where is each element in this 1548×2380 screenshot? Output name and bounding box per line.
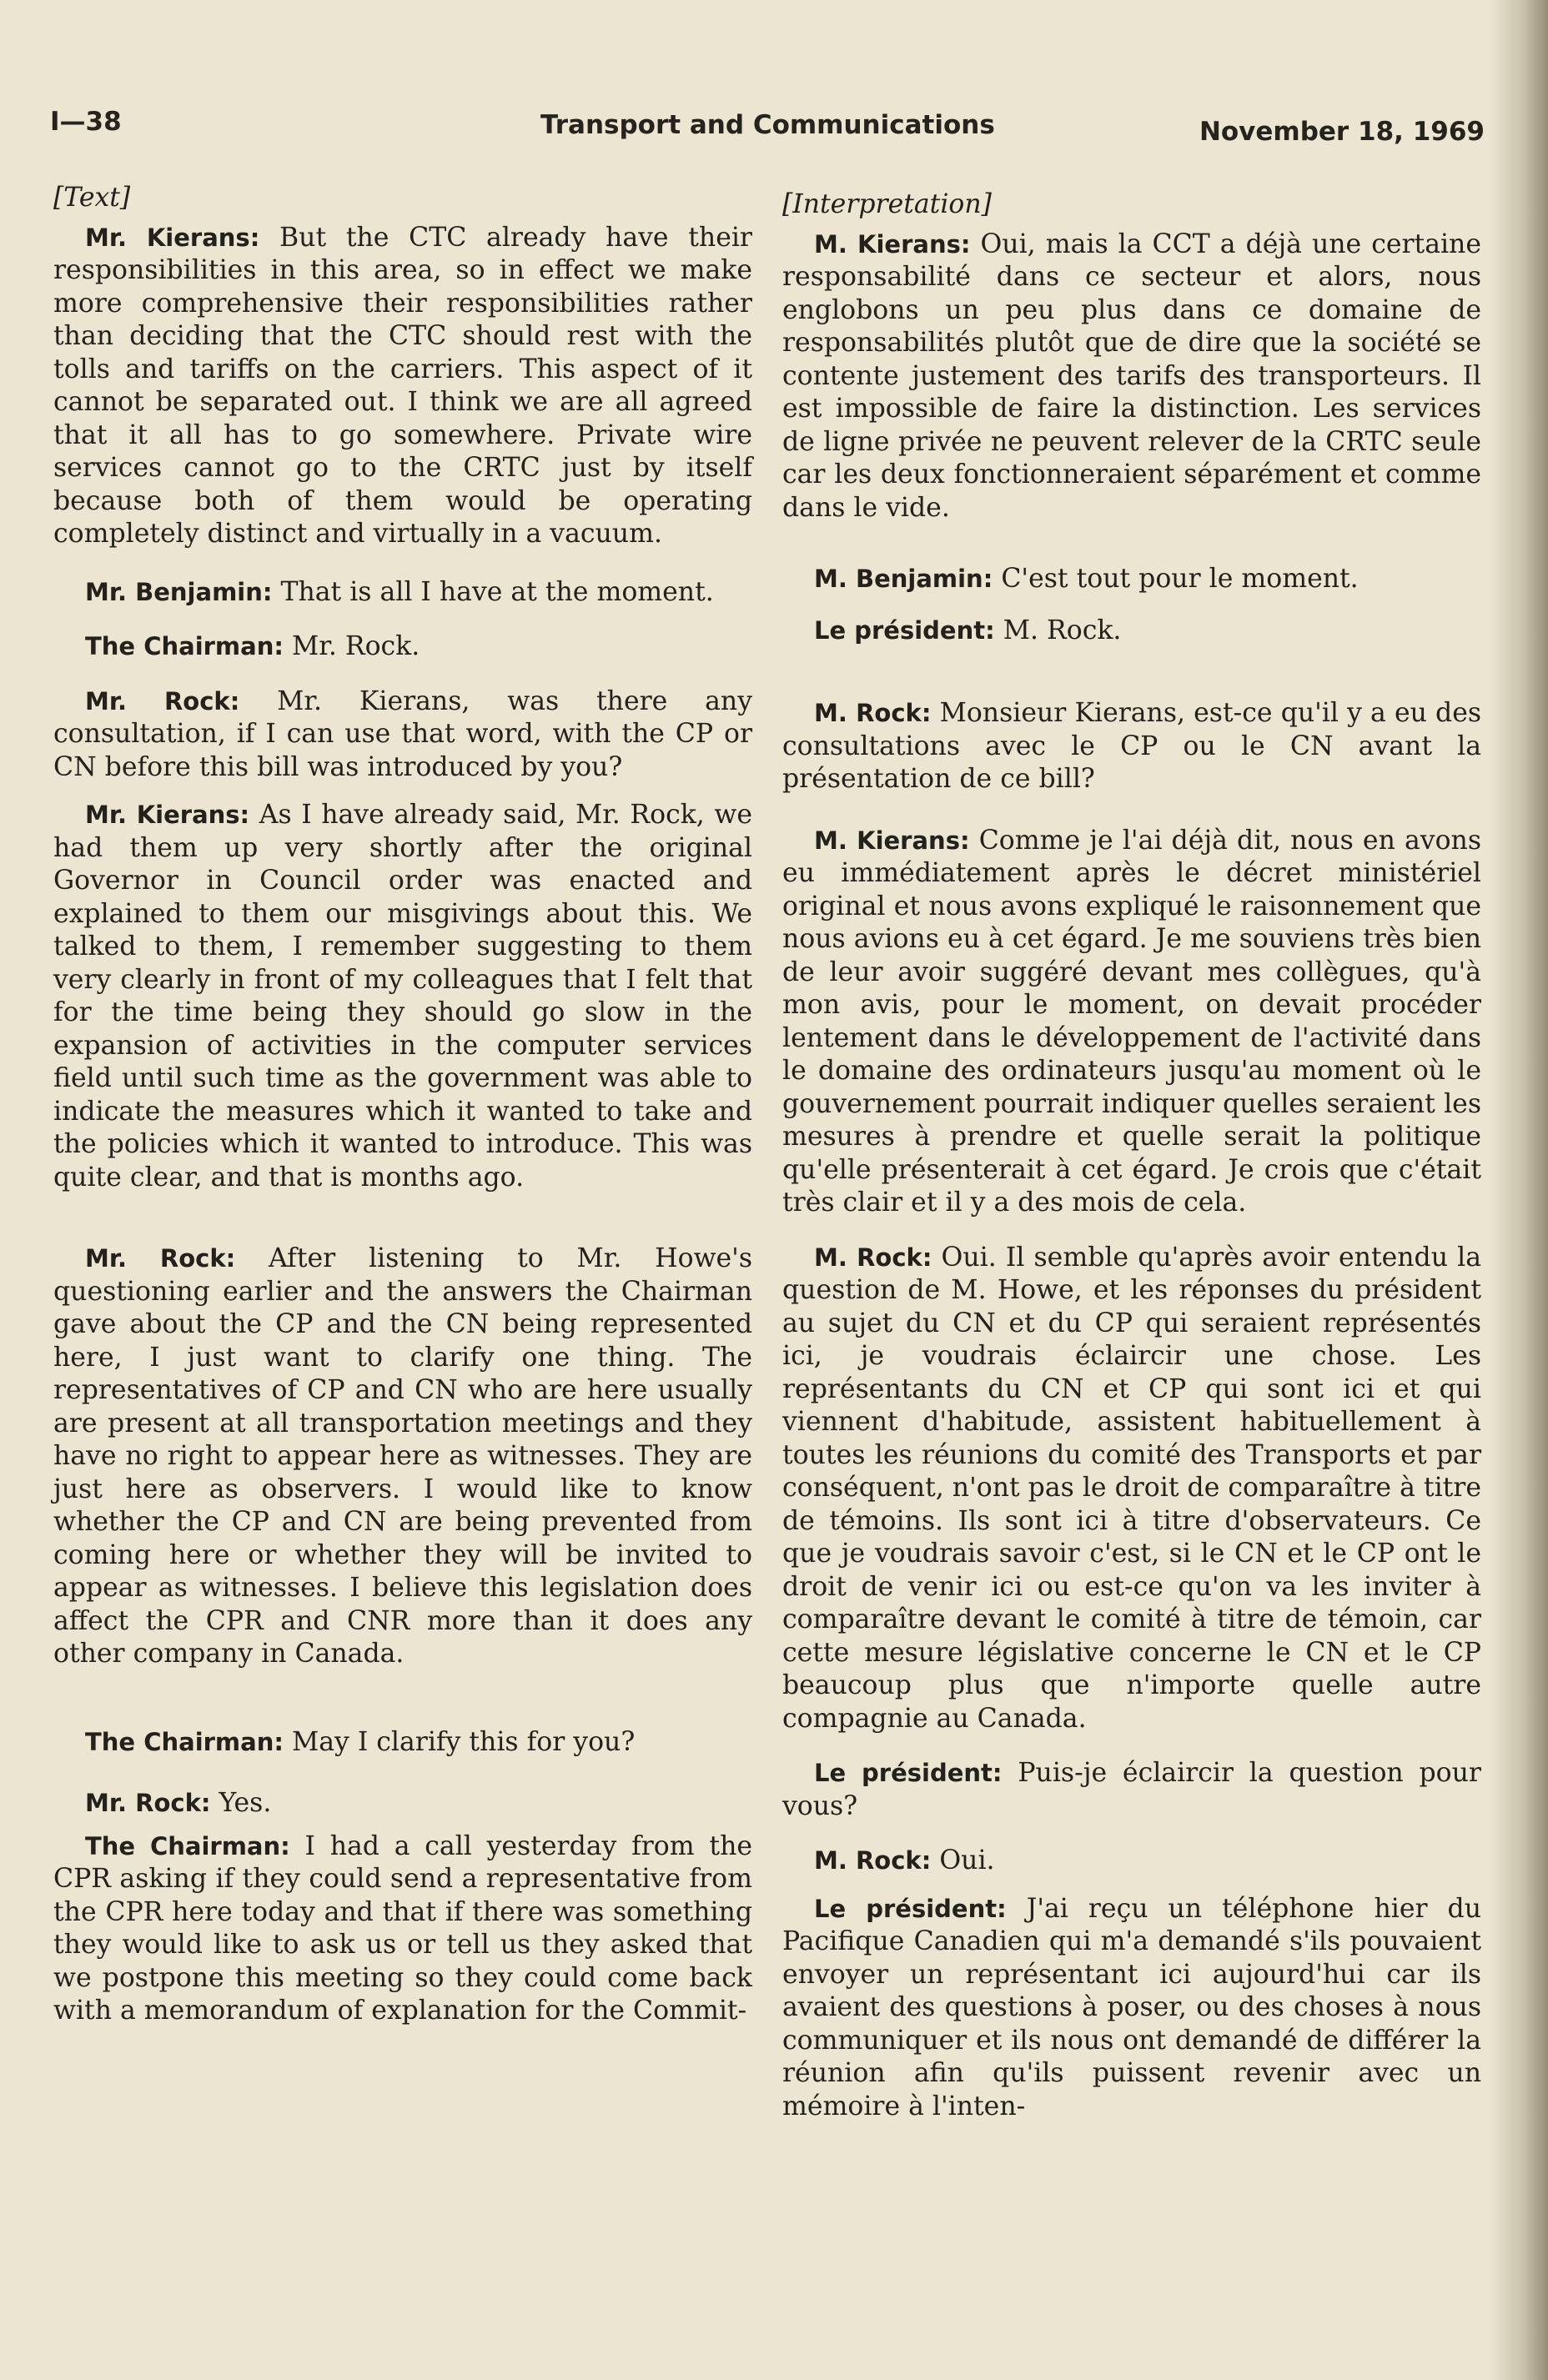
statement (53, 576, 752, 610)
statement (782, 615, 1481, 648)
speaker-name: Mr. Kierans: (85, 801, 250, 829)
statement-text: That is all I have at the moment. (280, 576, 714, 607)
speaker-name: M. Rock: (814, 1243, 932, 1272)
statement-text: Oui. (939, 1845, 995, 1875)
statement-text: Puis-je éclaircir la question pour vous? (782, 1758, 1481, 1821)
speaker-name: Mr. Benjamin: (85, 577, 273, 606)
statement-text: Monsieur Kierans, est-ce qu'il y a eu des consultations avec le CP ou le CN avant la présentation de ce bill? (782, 698, 1481, 794)
statement-text: Mr. Kierans, was there any consultation, if I can use that word, with the CP or CN before this bill was introduced by you? (53, 685, 752, 782)
statement (53, 799, 752, 1194)
speaker-name: Mr. Rock: (85, 1789, 211, 1817)
speaker-name: Mr. Kierans: (85, 223, 260, 252)
statement (53, 1243, 752, 1671)
statement-text: May I clarify this for you? (291, 1726, 636, 1757)
statement-text: C'est tout pour le moment. (1001, 564, 1359, 594)
speaker-name: M. Kierans: (814, 826, 970, 855)
speaker-name: M. Kierans: (814, 229, 971, 259)
speaker-name: M. Rock: (814, 699, 932, 727)
speaker-name: The Chairman: (85, 632, 284, 660)
page-header (50, 107, 1485, 157)
speaker-name: M. Rock: (814, 1846, 932, 1875)
speaker-name: Le président: (814, 615, 995, 645)
speaker-name: The Chairman: (85, 1831, 290, 1860)
statement-text: M. Rock. (1003, 615, 1122, 645)
text-marker: [Text] (53, 183, 131, 213)
statement (782, 1845, 1481, 1878)
statement (53, 1726, 752, 1760)
french-column (782, 182, 1481, 2123)
statement (782, 825, 1481, 1220)
statement-text: Comme je l'ai déjà dit, nous en avons eu immédiatement après le décret ministériel original et nous avons expliqué le raisonnement que nous avions eu à cet égard. Je me souviens très bien de leur avoir suggéré devant mes collègues, qu'à mon avis, pour le moment, on devait procéder lentement dans le développement de l'activité dans le domaine des ordinateurs jusqu'au moment où le gouvernement pourrait indiquer quelles seraient les mesures à prendre et quelle serait la politique qu'elle présenterait à cet égard. Je crois que c'était très clair et il y a des mois de cela. (782, 825, 1481, 1218)
statement (782, 1242, 1481, 1736)
statement (53, 630, 752, 664)
statement (782, 1757, 1481, 1823)
statement-text: Oui, mais la CCT a déjà une certaine responsabilité dans ce secteur et alors, nous englobons un peu plus dans ce domaine de responsabilités plutôt que de dire que la société se contente justement des tarifs des transporteurs. Il est impossible de faire la distinction. Les services de ligne privée ne peuvent relever de la CRTC seule car les deux fonctionneraient séparément et comme dans le vide. (782, 228, 1481, 523)
speaker-name: The Chairman: (85, 1727, 284, 1756)
speaker-name: Le président: (814, 1894, 1007, 1923)
statement (782, 1893, 1481, 2124)
statement-text: Mr. Rock. (291, 631, 420, 661)
statement (53, 1830, 752, 2028)
speaker-name: Mr. Rock: (85, 1244, 236, 1273)
statement (53, 685, 752, 785)
speaker-name: Mr. Rock: (85, 686, 240, 716)
statement-text: Yes. (219, 1788, 272, 1818)
statement-text: As I have already said, Mr. Rock, we had them up very shortly after the original Governor in Council order was enacted and explained to them our misgivings about this. We talked to them, I remember suggesting to them very clearly in front of my colleagues that I felt that for the time being they should go slow in the expansion of activities in the computer services field until such time as the government was able to indicate the measures which it wanted to take and the policies which it wanted to introduce. This was quite clear, and that is months ago. (53, 800, 752, 1193)
page-number: I—38 (50, 107, 122, 137)
statement-text: But the CTC already have their responsibilities in this area, so in effect we make more comprehensive their responsibilities rather than deciding that the CTC should rest with the tolls and tariffs on the carriers. This aspect of it cannot be separated out. I think we are all agreed that it all has to go somewhere. Private wire services cannot go to the CRTC just by itself because both of them would be operating completely distinct and virtually in a vacuum. (53, 222, 752, 549)
english-column (53, 182, 752, 2028)
statement (782, 563, 1481, 596)
speaker-name: Le président: (814, 1759, 1003, 1787)
speaker-name: M. Benjamin: (814, 565, 993, 593)
statement-text: Oui. Il semble qu'après avoir entendu la question de M. Howe, et les réponses du président au sujet du CN et du CP qui seraient représentés ici, je voudrais éclaircir une chose. Les représentants du CN et CP qui sont ici et qui viennent d'habitude, assistent habituellement à toutes les réunions du comité des Transports et par conséquent, n'ont pas le droit de comparaître à titre de témoins. Ils sont ici à titre d'observateurs. Ce que je voudrais savoir c'est, si le CN et le CP ont le droit de venir ici ou est-ce qu'on va les inviter à comparaître devant le comité à titre de témoin, car cette mesure législative concerne le CN et le CP beaucoup plus que n'importe quelle autre compagnie au Canada. (782, 1242, 1481, 1734)
statement (53, 222, 752, 551)
statement-text: J'ai reçu un téléphone hier du Pacifique Canadien qui m'a demandé s'ils pouvaient envoyer un représentant ici aujourd'hui car ils avaient des questions à poser, ou des choses à nous communiquer et ils nous ont demandé de différer la réunion afin qu'ils puissent revenir avec un mémoire à l'inten- (782, 1893, 1481, 2121)
statement (782, 697, 1481, 796)
statement-text: After listening to Mr. Howe's questioning earlier and the answers the Chairman gave about the CP and the CN being represented here, I just want to clarify one thing. The representatives of CP and CN who are here usually are present at all transportation meetings and they have no right to appear here as witnesses. They are just here as observers. I would like to know whether the CP and CN are being prevented from coming here or whether they will be invited to appear as witnesses. I believe this legislation does affect the CPR and CNR more than it does any other company in Canada. (53, 1243, 753, 1669)
statement (782, 228, 1481, 525)
interpretation-marker: [Interpretation] (782, 189, 992, 219)
running-title: Transport and Communications (540, 110, 995, 140)
statement-text: I had a call yesterday from the CPR asking if they could send a representative from the CPR here today and that if there was something they would like to ask us or tell us they asked that we postpone this meeting so they could come back with a memorandum of explanation for the Commit- (53, 1830, 753, 2026)
statement (53, 1787, 752, 1820)
page-edge-shadow (1490, 0, 1548, 2380)
page-date: November 18, 1969 (1199, 117, 1485, 147)
